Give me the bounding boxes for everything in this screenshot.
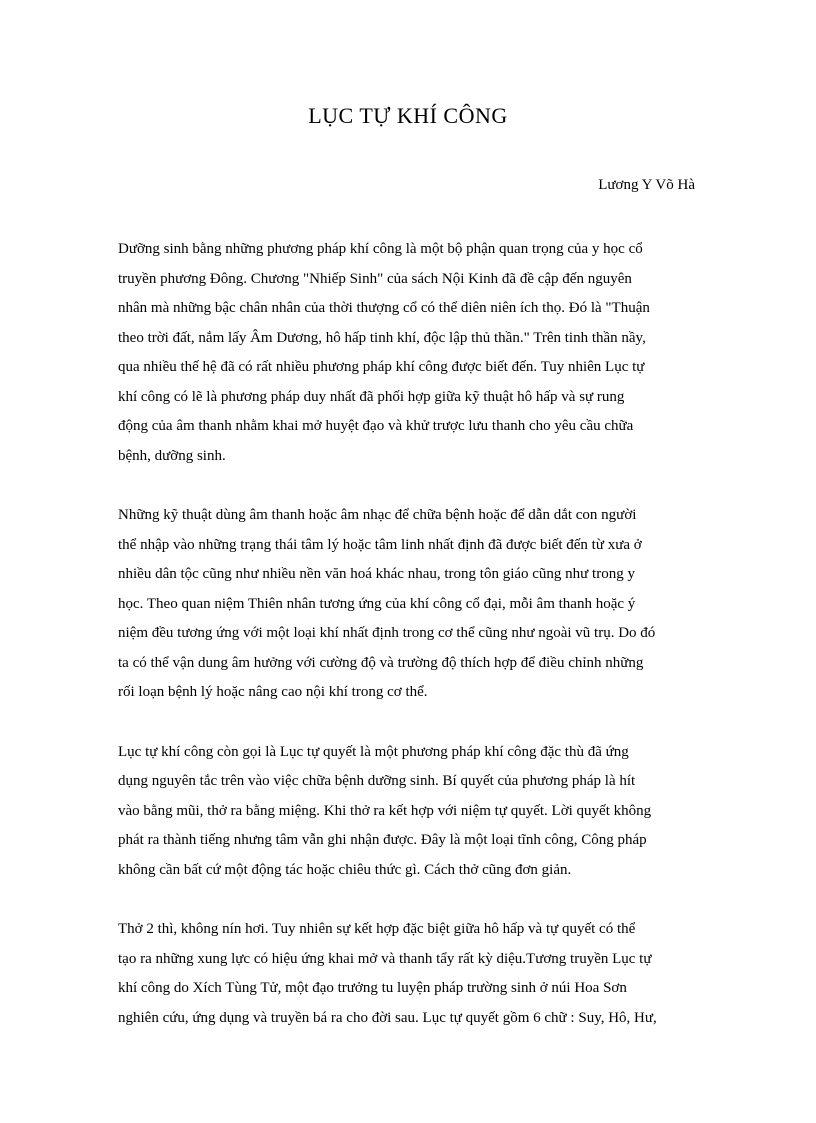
text-line: Lục tự khí công còn gọi là Lục tự quyết là một phương pháp khí công đặc thù đã ứng [118,743,629,760]
text-line: qua nhiều thế hệ đã có rất nhiều phương pháp khí công được biết đến. Tuy nhiên Lục tự [118,359,645,375]
text-line: theo trời đất, nắm lấy Âm Dương, hô hấp tinh khí, độc lập thủ thần." Trên tinh thần nầy, [118,329,646,346]
author-line: Lương Y Võ Hà [598,177,695,193]
text-line: nhân mà những bậc chân nhân của thời thượng cổ có thể diên niên ích thọ. Đó là "Thuận [118,300,650,316]
text-line: phát ra thành tiếng nhưng tâm vẫn ghi nhận được. Đây là một loại tĩnh công, Công pháp [118,832,647,848]
paragraph [118,501,704,708]
page-title: LỤC TỰ KHÍ CÔNG [308,103,508,128]
text-line: không cần bất cứ một động tác hoặc chiêu thức gì. Cách thở cũng đơn giản. [118,861,572,878]
paragraph [118,235,704,471]
text-line: bệnh, dưỡng sinh. [118,447,226,464]
document-body [118,235,704,1063]
text-line: học. Theo quan niệm Thiên nhân tương ứng của khí công cổ đại, mỗi âm thanh hoặc ý [118,595,636,612]
text-line: khí công có lẽ là phương pháp duy nhất đã phối hợp giữa kỹ thuật hô hấp và sự rung [118,388,625,405]
paragraph [118,738,704,886]
text-line: động của âm thanh nhằm khai mở huyệt đạo và khử trược lưu thanh cho yêu cầu chữa [118,418,634,434]
text-line: khí công do Xích Tùng Tử, một đạo trưởng tu luyện pháp trường sinh ở núi Hoa Sơn [118,980,627,996]
text-line: ta có thể vận dung âm hưởng với cường độ và trường độ thích hợp để điều chỉnh những [118,654,644,671]
text-line: rối loạn bệnh lý hoặc nâng cao nội khí trong cơ thể. [118,684,428,700]
paragraph [118,915,704,1033]
text-line: tạo ra những xung lực có hiệu ứng khai mở và thanh tẩy rất kỳ diệu.Tương truyền Lục tự [118,950,652,967]
text-line: vào bằng mũi, thở ra bằng miệng. Khi thở ra kết hợp với niệm tự quyết. Lời quyết không [118,802,652,819]
text-line: Thở 2 thì, không nín hơi. Tuy nhiên sự kết hợp đặc biệt giữa hô hấp và tự quyết có thể [118,921,636,937]
text-line: dụng nguyên tắc trên vào việc chữa bệnh dưỡng sinh. Bí quyết của phương pháp là hít [118,773,636,789]
text-line: Dưỡng sinh bằng những phương pháp khí công là một bộ phận quan trọng của y học cổ [118,241,643,257]
text-line: niệm đều tương ứng với một loại khí nhất định trong cơ thể cũng như ngoài vũ trụ. Do đó [118,625,656,641]
text-line: nghiên cứu, ứng dụng và truyền bá ra cho đời sau. Lục tự quyết gồm 6 chữ : Suy, Hô, Hư, [118,1009,657,1026]
text-line: nhiều dân tộc cũng như nhiều nền văn hoá khác nhau, trong tôn giáo cũng như trong y [118,566,635,582]
text-line: Những kỹ thuật dùng âm thanh hoặc âm nhạc để chữa bệnh hoặc để dẫn dắt con người [118,507,637,523]
text-line: thể nhập vào những trạng thái tâm lý hoặc tâm linh nhất định đã được biết đến từ xưa ở [118,536,642,553]
text-line: truyền phương Đông. Chương "Nhiếp Sinh" của sách Nội Kinh đã đề cập đến nguyên [118,270,632,287]
